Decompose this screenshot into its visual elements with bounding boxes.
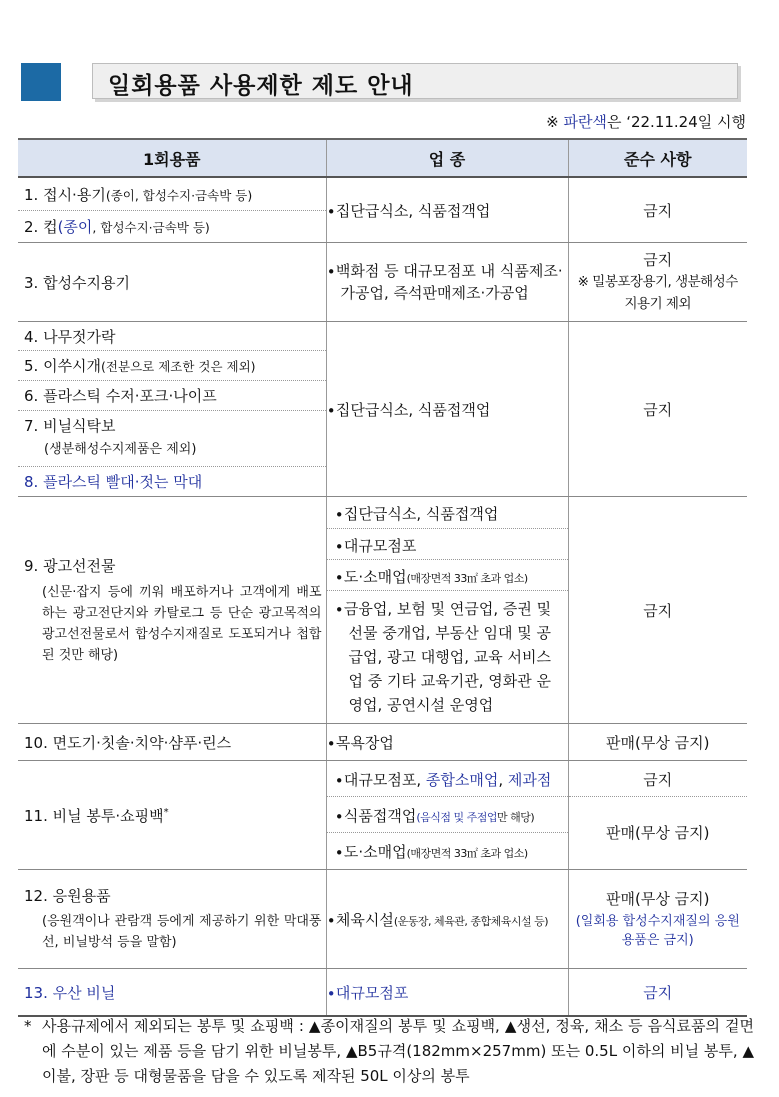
business-cell: ∙백화점 등 대규모점포 내 식품제조·가공업, 즉석판매제조·가공업 [326,243,568,322]
note-prefix: ※ [546,113,564,131]
compliance-cell: 금지 [568,497,747,724]
item-tablecloth: 7. 비닐식탁보 (생분해성수지제품은 제외) [18,411,326,467]
item-cell: 3. 합성수지용기 [18,243,326,322]
item-straws: 8. 플라스틱 빨대·젓는 막대 [24,473,203,491]
item-chopsticks: 4. 나무젓가락 [18,322,326,351]
item-cell: 11. 비닐 봉투·쇼핑백* [18,761,326,870]
table-row [18,870,747,969]
item-cell [18,177,326,243]
table-row [18,724,747,761]
table-row [18,969,747,1017]
item-cups: 2. 컵(종이, 합성수지·금속박 등) [24,218,210,236]
note-blue-word: 파란색 [563,113,607,131]
item-cutlery: 6. 플라스틱 수저·포크·나이프 [18,381,326,411]
header-item: 1회용품 [18,139,326,177]
business-cell: ∙집단급식소, 식품접객업 [326,322,568,497]
business-cell: ∙대규모점포, 종합소매업, 제과점 ∙식품접객업(음식점 및 주점업만 해당) ∙도·소매업(매장면적 33㎡ 초과 업소) [326,761,568,870]
item-plates: 1. 접시·용기(종이, 합성수지·금속박 등) [18,178,326,211]
note-suffix: 은 ‘22.11.24일 시행 [606,113,746,131]
compliance-cell: 판매(무상 금지) [568,724,747,761]
compliance-cell: 금지 [568,322,747,497]
business-cell: ∙체육시설(운동장, 체육관, 종합체육시설 등) [326,870,568,969]
header-compliance: 준수 사항 [568,139,747,177]
title-accent-square [21,63,61,101]
page-title: 일회용품 사용제한 제도 안내 [108,73,414,99]
effective-date-note [546,111,746,132]
compliance-cell: 금지 ※ 밀봉포장용기, 생분해성수지용기 제외 [568,243,747,322]
header-business: 업 종 [326,139,568,177]
item-toothpicks: 5. 이쑤시개(전분으로 제조한 것은 제외) [18,351,326,381]
footnote [24,1014,754,1089]
item-cell: 9. 광고선전물 (신문·잡지 등에 끼워 배포하거나 고객에게 배포하는 광고전단지와 카탈로그 등 단순 광고목적의 광고선전물로서 합성수지재질로 도포되거나 첩합된 것만 해당) [18,497,326,724]
compliance-cell: 금지 판매(무상 금지) [568,761,747,870]
item-cell: 12. 응원용품 (응원객이나 관람객 등에게 제공하기 위한 막대풍선, 비닐방석 등을 말함) [18,870,326,969]
regulation-table [18,138,747,1017]
table-header-row [18,139,747,177]
table-row [18,243,747,322]
table-row [18,177,747,243]
compliance-cell: 판매(무상 금지) (일회용 합성수지재질의 응원용품은 금지) [568,870,747,969]
title-box [92,63,738,99]
business-cell: ∙대규모점포 [326,969,568,1017]
compliance-cell: 금지 [568,177,747,243]
compliance-cell: 금지 [568,969,747,1017]
table-row [18,322,747,497]
table-row [18,761,747,870]
business-cell: ∙집단급식소, 식품접객업 [326,177,568,243]
footnote-text: 사용규제에서 제외되는 봉투 및 쇼핑백 : ▲종이재질의 봉투 및 쇼핑백, ▲생선, 정육, 채소 등 음식료품의 겉면에 수분이 있는 제품 등을 담기 위한 비닐봉투, ▲B5규격(182mm×257mm) 또는 0.5L 이하의 비닐 봉투, ▲이불, 장판 등 대형물품을 담을 수 있도록 제작된 50L 이상의 봉투 [42,1017,754,1085]
business-cell: ∙집단급식소, 식품접객업 ∙대규모점포 ∙도·소매업(매장면적 33㎡ 초과 업소) ∙금융업, 보험 및 연금업, 증권 및 선물 중개업, 부동산 임대 및 공급업, 광고 대행업, 교육 서비스업 중 기타 교육기관, 영화관 운영업, 공연시설 운영업 [326,497,568,724]
table-row [18,497,747,724]
item-cell: 10. 면도기·칫솔·치약·샴푸·린스 [18,724,326,761]
item-cell: 13. 우산 비닐 [18,969,326,1017]
item-cell [18,322,326,497]
business-cell: ∙목욕장업 [326,724,568,761]
footnote-marker: * [24,1017,32,1035]
